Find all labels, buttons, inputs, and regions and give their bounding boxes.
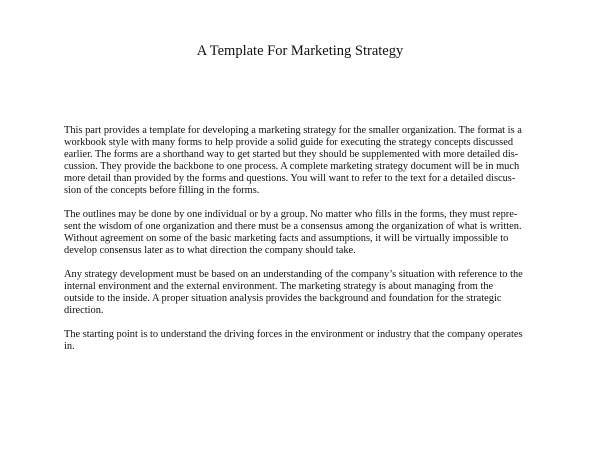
text-line: earlier. The forms are a shorthand way to get started but they should be supplemented with more detailed dis- (64, 149, 519, 161)
text-line: sent the wisdom of one organization and there must be a consensus among the organization of what is written. (64, 221, 522, 233)
text-line: internal environment and the external environment. The marketing strategy is about managing from the (64, 281, 494, 293)
paragraph-4 (64, 329, 542, 353)
paragraph-2 (64, 209, 542, 257)
document-body (64, 125, 542, 365)
document-title: A Template For Marketing Strategy (196, 43, 404, 59)
text-line: workbook style with many forms to help provide a solid guide for executing the strategy concepts discussed (64, 137, 514, 149)
text-line: Any strategy development must be based on an understanding of the company’s situation with reference to the (64, 268, 523, 280)
text-line: This part provides a template for developing a marketing strategy for the smaller organization. The format is a (64, 125, 522, 136)
text-line: Without agreement on some of the basic marketing facts and assumptions, it will be virtually impossible to (64, 233, 509, 245)
text-line: sion of the concepts before filling in the forms. (64, 185, 260, 197)
paragraph-3 (64, 269, 542, 317)
text-line: in. (64, 340, 75, 352)
text-line: outside to the inside. A proper situation analysis provides the background and foundation for the strategic (64, 293, 502, 305)
text-line: more detail than provided by the forms and questions. You will want to refer to the text for a detailed discus- (64, 173, 516, 185)
text-line: develop consensus later as to what direction the company should take. (64, 245, 356, 257)
text-line: The outlines may be done by one individual or by a group. No matter who fills in the forms, they must repre- (64, 209, 518, 221)
text-line: The starting point is to understand the driving forces in the environment or industry that the company operates (64, 328, 523, 340)
text-line: direction. (64, 305, 104, 317)
paragraph-1 (64, 125, 542, 198)
text-line: cussion. They provide the backbone to one process. A complete marketing strategy document will be in much (64, 161, 520, 173)
